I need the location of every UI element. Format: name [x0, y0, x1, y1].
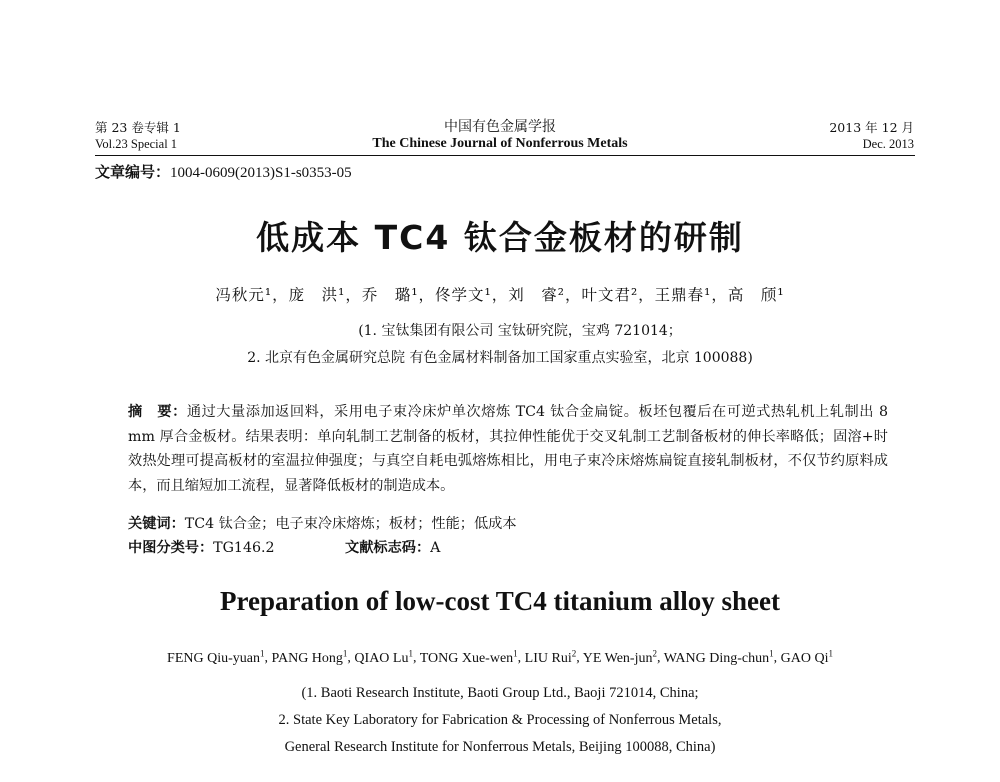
keywords-text: TC4 钛合金；电子束冷床熔炼；板材；性能；低成本 [184, 516, 517, 532]
article-number-label: 文章编号： [95, 163, 171, 181]
author-en: LIU Rui$^2$ [524, 648, 577, 666]
affiliation-cn-1: (1. 宝钛集团有限公司 宝钛研究院，宝鸡 721014； [358, 323, 682, 339]
document-code [345, 537, 440, 557]
header-rule [95, 155, 915, 156]
clc-label: 中图分类号： [128, 540, 214, 556]
author-affiliation-mark: 1 [828, 648, 833, 658]
journal-name-en: The Chinese Journal of Nonferrous Metals [372, 136, 628, 151]
affiliation-en-1: (1. Baoti Research Institute, Baoti Group Ltd., Baoji 721014, China; [301, 685, 699, 701]
article-number [95, 161, 352, 182]
author-affiliation-mark: 1 [342, 648, 348, 658]
authors-cn: 冯秋元¹，庞 洪¹，乔 璐¹，佟学文¹，刘 睿²，叶文君²，王鼎春¹，高 颀¹ [215, 286, 785, 304]
author-en: WANG Ding-chun$^1$ [663, 648, 774, 666]
author-en: PANG Hong$^1$ [271, 648, 348, 666]
author-en: GAO Qi$^1$ [780, 648, 833, 666]
author-affiliation-mark: 2 [652, 648, 657, 658]
issue-date-cn: 2013 年 12 月 [829, 120, 914, 135]
author-affiliation-mark: 2 [571, 648, 577, 658]
clc-value: TG146.2 [213, 540, 275, 556]
author-affiliation-mark: 1 [513, 648, 518, 658]
author-en: YE Wen-jun$^2$ [582, 648, 657, 666]
document-code-value: A [430, 540, 441, 556]
keywords-cn [128, 513, 517, 533]
title-en: Preparation of low-cost TC4 titanium alloy sheet [220, 586, 780, 616]
title-cn: 低成本 TC4 钛合金板材的研制 [256, 218, 744, 257]
affiliation-en-2: 2. State Key Laboratory for Fabrication & Processing of Nonferrous Metals, [278, 712, 722, 728]
article-number-value: 1004-0609(2013)S1-s0353-05 [170, 165, 352, 181]
journal-name-cn: 中国有色金属学报 [444, 119, 556, 135]
affiliation-cn-2: 2. 北京有色金属研究总院 有色金属材料制备加工国家重点实验室，北京 100088) [247, 350, 753, 366]
clc-number [128, 537, 275, 557]
volume-en: Vol.23 Special 1 [95, 137, 178, 151]
document-code-label: 文献标志码： [345, 540, 431, 556]
author-en: TONG Xue-wen$^1$ [419, 648, 518, 666]
issue-date-en: Dec. 2013 [862, 137, 914, 151]
volume-cn: 第 23 卷专辑 1 [95, 120, 181, 135]
author-en: QIAO Lu$^1$ [354, 648, 413, 666]
author-affiliation-mark: 1 [259, 648, 265, 658]
abstract-text: 通过大量添加返回料，采用电子束冷床炉单次熔炼 TC4 钛合金扁锭。板坯包覆后在可逆式热轧机上轧制出 8 mm 厚合金板材。结果表明：单向轧制工艺制备的板材，其拉伸性能优于交叉轧制工艺制备板材的伸长率略低；固溶+时效热处理可提高板材的室温拉伸强度；与真空自耗电弧熔炼相比，用电子束冷床熔炼扁锭直接轧制板材，不仅节约原料成本，而且缩短加工流程，显著降低板材的制造成本。 [128, 404, 888, 494]
authors-en: FENG Qiu-yuan$^1$, PANG Hong$^1$, QIAO Lu$^1$, TONG Xue-wen$^1$, LIU Rui$^2$, YE Wen-jun$^2$, WANG Ding-chun$^1$, GAO Qi$^1$ [167, 648, 833, 666]
author-affiliation-mark: 1 [769, 648, 774, 658]
keywords-label: 关键词： [128, 516, 185, 532]
abstract-label: 摘 要： [128, 404, 187, 420]
abstract-cn [128, 400, 888, 498]
author-affiliation-mark: 1 [408, 648, 413, 658]
affiliation-en-3: General Research Institute for Nonferrous Metals, Beijing 100088, China) [284, 739, 716, 755]
author-en: FENG Qiu-yuan$^1$ [167, 648, 265, 666]
